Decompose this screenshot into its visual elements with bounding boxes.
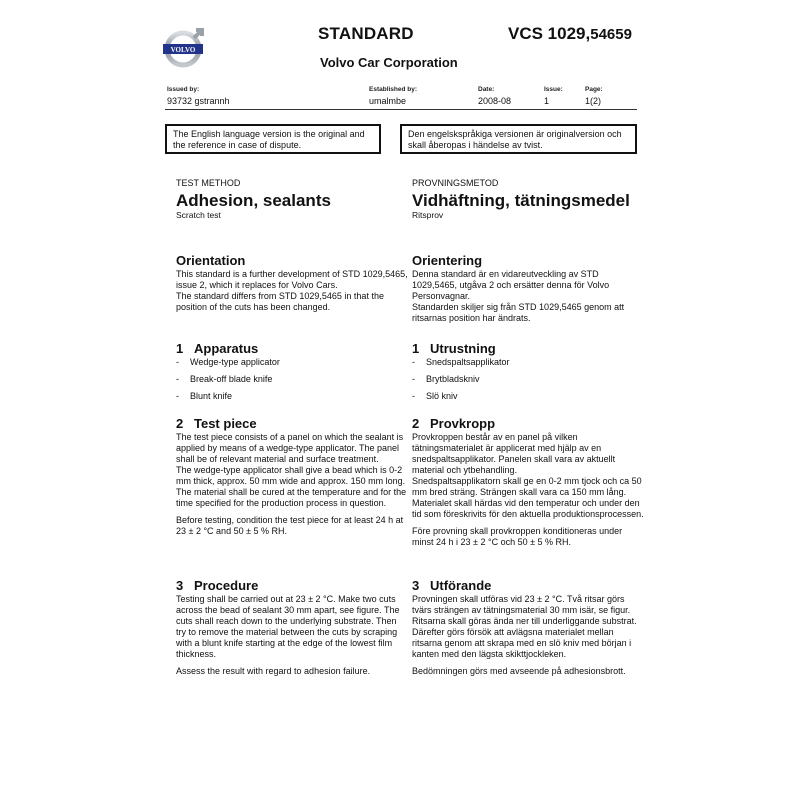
section-utforande (412, 580, 644, 677)
section-provkropp (412, 418, 644, 548)
established-by-value: umalmbe (369, 96, 407, 106)
paragraph: Provningen skall utföras vid 23 ± 2 °C. Två ritsar görs tvärs strängen av tätningsmaterial 30 mm isär, se figur. Ritsarna skall göras ända ner till underliggande substrat. Därefter görs försök att avlägsna materialet mellan ritsarna genom att skrapa med en slö kniv med början i kanten med den lägsta skikttjockleken. (412, 594, 637, 659)
section-utrustning (412, 343, 644, 408)
issued-by-label: Issued by: (167, 86, 200, 93)
list-item: - Snedspaltsapplikator (412, 357, 510, 367)
section-heading: 1 Apparatus (176, 341, 259, 356)
section-heading: 3 Procedure (176, 578, 259, 593)
language-notice-english: The English language version is the original and the reference in case of dispute. (165, 124, 381, 154)
paragraph: The test piece consists of a panel on which the sealant is applied by means of a wedge-type applicator. The panel shall be of relevant material and surface treatment. (176, 432, 404, 464)
document-title-swedish: Vidhäftning, tätningsmedel (412, 191, 630, 210)
list-item: - Wedge-type applicator (176, 357, 280, 367)
company-name: Volvo Car Corporation (320, 55, 458, 70)
list-item: - Brytbladskniv (412, 374, 480, 384)
paragraph: Testing shall be carried out at 23 ± 2 °C. Make two cuts across the bead of sealant 30 mm apart, see figure. The cuts shall reach down to the underlying substrate. Then try to remove the material between the cuts by scraping with a blunt knife starting at the edge of the lowest film thickness. (176, 594, 400, 659)
section-heading: 2 Test piece (176, 416, 257, 431)
document-subtitle-swedish: Ritsprov (412, 210, 444, 220)
established-by-label: Established by: (369, 86, 418, 93)
paragraph: Före provning skall provkroppen konditioneras under minst 24 h i 23 ± 2 °C och 50 ± 5 % RH. (412, 526, 623, 547)
section-test-piece (176, 418, 408, 537)
section-heading: Orientering (412, 253, 483, 268)
volvo-logo-icon (160, 22, 210, 72)
section-orientering (412, 255, 644, 324)
section-heading: 3 Utförande (412, 578, 492, 593)
test-method-label: TEST METHOD (176, 178, 241, 188)
date-label: Date: (478, 86, 495, 93)
section-orientation (176, 255, 408, 313)
issued-by-value: 93732 gstrannh (167, 96, 230, 106)
paragraph: The wedge-type applicator shall give a bead which is 0-2 mm thick, approx. 50 mm wide and approx. 150 mm long. The material shall be cured at the temperature and for the time specified for the production process in question. (176, 465, 407, 508)
utrustning-list (412, 357, 644, 408)
section-heading: 2 Provkropp (412, 416, 496, 431)
provningsmetod-label: PROVNINGSMETOD (412, 178, 499, 188)
list-item: - Break-off blade knife (176, 374, 273, 384)
date-value: 2008-08 (478, 96, 512, 106)
document-number: VCS 1029,54659 (508, 24, 632, 43)
section-apparatus (176, 343, 408, 408)
list-item: - Slö kniv (412, 391, 458, 401)
section-procedure (176, 580, 408, 677)
issue-value: 1 (544, 96, 550, 106)
language-notice-swedish: Den engelskspråkiga versionen är originalversion och skall åberopas i händelse av tvist. (400, 124, 637, 154)
paragraph: Bedömningen görs med avseende på adhesionsbrott. (412, 666, 626, 676)
paragraph: This standard is a further development of STD 1029,5465, issue 2, which it replaces for Volvo Cars. (176, 269, 408, 290)
paragraph: Denna standard är en vidareutveckling av STD 1029,5465, utgåva 2 och ersätter denna för Volvo Personvagnar. (412, 269, 610, 301)
paragraph: Assess the result with regard to adhesion failure. (176, 666, 371, 676)
paragraph: The standard differs from STD 1029,5465 in that the position of the cuts has been changed. (176, 291, 384, 312)
section-heading: Orientation (176, 253, 246, 268)
paragraph: Snedspaltsapplikatorn skall ge en 0-2 mm tjock och ca 50 mm bred sträng. Strängen skall vara ca 150 mm lång. Materialet skall härdas vid den temperatur och under den tid som föreskrivits för den aktuella produktionsprocessen. (412, 476, 644, 519)
document-title-english: Adhesion, sealants (176, 191, 331, 210)
document-type: STANDARD (318, 24, 414, 43)
paragraph: Provkroppen består av en panel på vilken tätningsmaterialet är applicerat med hjälp av en snedspaltsapplikator. Panelen skall vara av aktuellt material och ytbehandling. (412, 432, 616, 475)
svg-text:VOLVO: VOLVO (170, 46, 196, 54)
page-label: Page: (585, 86, 603, 93)
section-heading: 1 Utrustning (412, 341, 496, 356)
document-subtitle-english: Scratch test (176, 210, 221, 220)
paragraph: Before testing, condition the test piece for at least 24 h at 23 ± 2 °C and 50 ± 5 % RH. (176, 515, 404, 536)
header-divider (165, 109, 637, 110)
paragraph: Standarden skiljer sig från STD 1029,5465 genom att ritsarnas position har ändrats. (412, 302, 625, 323)
apparatus-list (176, 357, 408, 408)
issue-label: Issue: (544, 86, 563, 93)
page-value: 1(2) (585, 96, 602, 106)
list-item: - Blunt knife (176, 391, 233, 401)
